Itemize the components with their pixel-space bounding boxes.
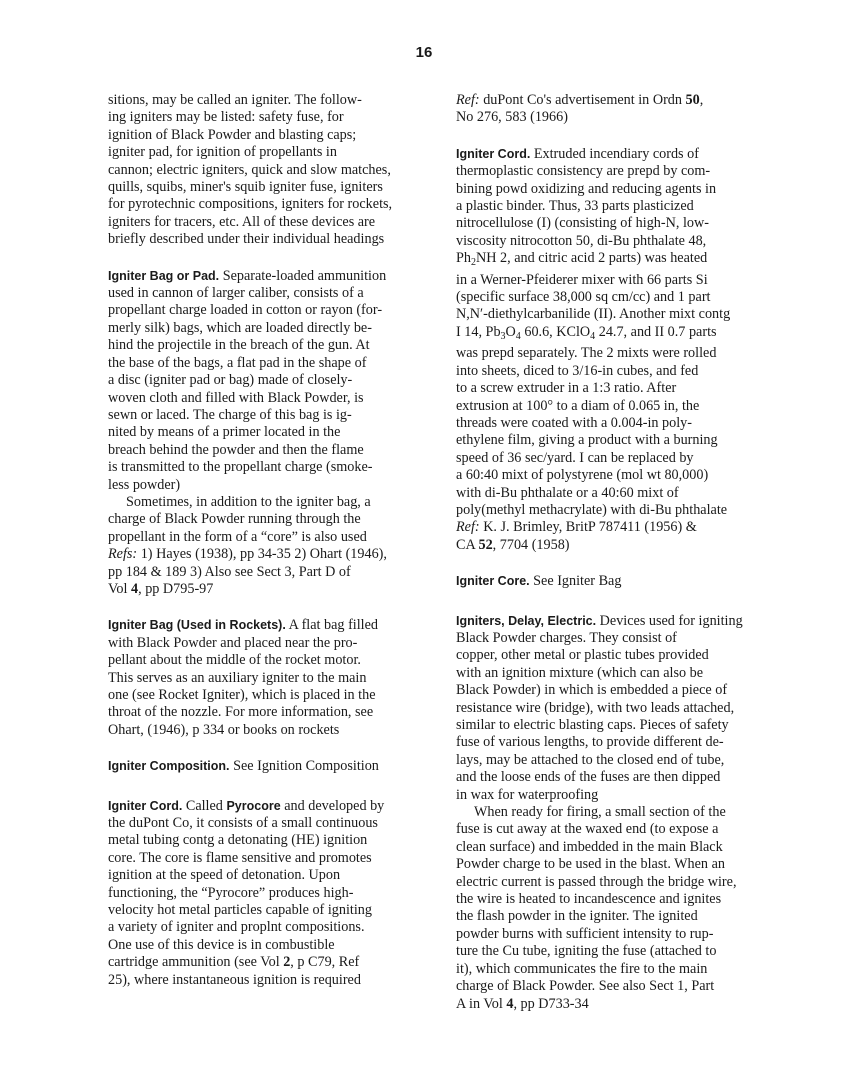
ref-label: Ref: <box>456 92 480 108</box>
text-run: Called <box>182 797 227 814</box>
text-line: propellant in the form of a “core” is also used <box>108 528 367 545</box>
ref-label: Ref: <box>456 519 480 536</box>
text-line: bining powd oxidizing and reducing agents in <box>456 180 717 197</box>
text-run: NH 2, and citric acid 2 parts) was heated <box>475 250 708 267</box>
intro-paragraph <box>108 92 416 249</box>
text-run: and developed by <box>280 797 385 814</box>
text-line: is transmitted to the propellant charge (smoke- <box>108 459 373 476</box>
text-run: , 7704 (1958) <box>492 536 570 553</box>
text-line: in wax for waterproofing <box>456 786 599 803</box>
text-line: quills, squibs, miner's squib igniter fuse, igniters <box>108 179 383 196</box>
text-line: it), which communicates the fire to the main <box>456 960 708 977</box>
text-line: the wire is heated to incandescence and ignites <box>456 891 722 908</box>
text-line: core. The core is flame sensitive and promotes <box>108 849 372 866</box>
text-run: duPont Co's advertisement in Ordn <box>479 92 686 108</box>
text-line: Black Powder charges. They consist of <box>456 629 677 646</box>
text-run: , pp D795-97 <box>138 580 214 597</box>
text-line: briefly described under their individual headings <box>108 231 385 248</box>
text-line: hind the projectile in the breach of the gun. At <box>108 337 370 354</box>
text-run: cartridge ammunition (see Vol <box>108 954 284 971</box>
text-run: CA <box>456 536 479 553</box>
text-run: Separate-loaded ammunition <box>219 267 387 284</box>
text-line: the base of the bags, a flat pad in the shape of <box>108 354 367 371</box>
text-line: One use of this device is in combustible <box>108 936 335 953</box>
text-line: clean surface) and imbedded in the main Black <box>456 838 723 855</box>
text-line: the duPont Co, it consists of a small continuous <box>108 815 378 832</box>
text-line: Black Powder) in which is embedded a piece of <box>456 682 728 699</box>
text-line: viscosity nitrocotton 50, di-Bu phthalate 48, <box>456 232 707 249</box>
entry-heading: Igniters, Delay, Electric. <box>456 613 597 628</box>
text-run: Vol <box>108 580 131 597</box>
text-line: threads were coated with a 0.004-in poly- <box>456 414 692 431</box>
entry-igniter-core <box>456 573 770 590</box>
text-line: one (see Rocket Igniter), which is placed in the <box>108 687 376 703</box>
text-line: Powder charge to be used in the blast. When an <box>456 856 725 873</box>
text-line: a disc (igniter pad or bag) made of closely- <box>108 372 353 389</box>
text-line: charge of Black Powder. See also Sect 1, Part <box>456 978 715 995</box>
text-run: O <box>505 323 516 340</box>
text-run: Extruded incendiary cords of <box>530 145 699 162</box>
entry-igniter-cord-extruded <box>456 146 770 554</box>
text-line: (specific surface 38,000 sq cm/cc) and 1 part <box>456 289 711 306</box>
text-line: a plastic binder. Thus, 33 parts plasticized <box>456 198 694 215</box>
text-line: No 276, 583 (1966) <box>456 109 568 126</box>
text-line: fuse of various lengths, to provide different de- <box>456 734 724 751</box>
text-line: functioning, the “Pyrocore” produces high- <box>108 884 354 901</box>
text-run: A flat bag filled <box>285 617 379 634</box>
text-line: igniters for tracers, etc. All of these devices are <box>108 213 376 230</box>
text-line: poly(methyl methacrylate) with di-Bu phthalate <box>456 501 728 518</box>
text-line: This serves as an auxiliary igniter to the main <box>108 669 367 686</box>
text-line: woven cloth and filled with Black Powder, is <box>108 389 364 406</box>
text-line: used in cannon of larger caliber, consists of a <box>108 285 364 302</box>
refs-label: Refs: <box>108 546 138 563</box>
text-run: Ph <box>456 250 471 267</box>
text-line: Sometimes, in addition to the igniter bag, a <box>126 493 371 510</box>
subscript: 2 <box>470 257 476 269</box>
text-line: pellant about the middle of the rocket motor. <box>108 652 361 669</box>
text-line: propellant charge loaded in cotton or rayon (for- <box>108 302 383 319</box>
text-line: sewn or laced. The charge of this bag is ig- <box>108 406 352 423</box>
text-line: N,N′-diethylcarbanilide (II). Another mixt contg <box>456 306 731 323</box>
text-line: fuse is cut away at the waxed end (to expose a <box>456 821 719 838</box>
text-line: 25), where instantaneous ignition is required <box>108 971 361 988</box>
text-line: ethylene film, giving a product with a burning <box>456 432 718 449</box>
volume-number: 52 <box>478 536 493 553</box>
volume-number: 2 <box>283 954 291 971</box>
subscript: 4 <box>515 330 521 342</box>
text-line: igniter pad, for ignition of propellants in <box>108 144 337 161</box>
text-line: nitrocellulose (I) (consisting of high-N, low- <box>456 215 709 232</box>
entry-heading: Igniter Cord. <box>108 798 183 813</box>
text-line: similar to electric blasting caps. Pieces of safety <box>456 717 729 733</box>
reference-duPont <box>456 92 770 127</box>
text-line: into sheets, diced to 3/16-in cubes, and fed <box>456 362 699 379</box>
text-line: was prepd separately. The 2 mixts were rolled <box>456 345 717 362</box>
text-line: with an ignition mixture (which can also be <box>456 664 704 681</box>
page-number: 16 <box>415 44 433 61</box>
text-line: with di-Bu phthalate or a 40:60 mixt of <box>456 484 679 501</box>
text-line: charge of Black Powder running through the <box>108 511 361 528</box>
text-run: , <box>699 92 704 108</box>
right-column <box>456 92 770 1032</box>
text-run: A in Vol <box>456 995 507 1012</box>
text-line: sitions, may be called an igniter. The follow- <box>108 92 362 108</box>
text-line: ing igniters may be listed: safety fuse, for <box>108 109 344 126</box>
entry-heading: Igniter Cord. <box>456 146 531 161</box>
volume-number: 4 <box>131 580 139 597</box>
entry-igniter-bag-or-pad <box>108 268 416 599</box>
text-line: a 60:40 mixt of polystyrene (mol wt 80,000) <box>456 467 709 484</box>
text-line: cannon; electric igniters, quick and slow matches, <box>108 161 391 178</box>
entry-igniters-delay-electric <box>456 613 770 1013</box>
entry-igniter-bag-rockets <box>108 617 416 739</box>
text-run: Devices used for igniting <box>596 612 743 629</box>
text-line: pp 184 & 189 3) Also see Sect 3, Part D of <box>108 563 351 580</box>
text-run: See Ignition Composition <box>229 758 379 775</box>
text-line: ignition of Black Powder and blasting caps; <box>108 126 357 143</box>
entry-heading: Igniter Composition. <box>108 759 230 774</box>
text-line: breach behind the powder and then the flame <box>108 441 364 458</box>
text-line: a variety of igniter and proplnt compositions. <box>108 919 365 936</box>
text-line: ture the Cu tube, igniting the fuse (attached to <box>456 943 717 960</box>
text-line: in a Werner-Pfeiderer mixer with 66 parts Si <box>456 271 708 288</box>
text-line: with Black Powder and placed near the pro- <box>108 634 358 651</box>
text-line: Ohart, (1946), p 334 or books on rockets <box>108 721 340 738</box>
text-line: nited by means of a primer located in the <box>108 424 341 441</box>
subscript: 4 <box>590 330 596 342</box>
text-line: When ready for firing, a small section of the <box>474 804 726 821</box>
text-line: to a screw extruder in a 1:3 ratio. After <box>456 380 677 397</box>
product-name: Pyrocore <box>226 798 281 813</box>
text-line: merly silk) bags, which are loaded directly be- <box>108 319 372 336</box>
volume-number: 4 <box>506 995 514 1012</box>
text-run: 24.7, and II 0.7 parts <box>595 323 717 340</box>
text-line: thermoplastic consistency are prepd by com- <box>456 163 711 180</box>
text-line: extrusion at 100° to a diam of 0.065 in, the <box>456 397 700 414</box>
text-line: ignition at the speed of detonation. Upon <box>108 867 341 884</box>
volume-number: 50 <box>685 92 700 108</box>
entry-heading: Igniter Bag or Pad. <box>108 268 220 283</box>
text-run: , pp D733-34 <box>513 995 589 1012</box>
text-line: the flash powder in the igniter. The ignited <box>456 908 698 925</box>
text-line: copper, other metal or plastic tubes provided <box>456 647 709 664</box>
text-line: for pyrotechnic compositions, igniters for rockets, <box>108 196 393 213</box>
text-line: throat of the nozzle. For more information, see <box>108 704 374 721</box>
text-line: and the loose ends of the fuses are then dipped <box>456 769 721 786</box>
text-run: , p C79, Ref <box>290 954 360 971</box>
text-line: powder burns with sufficient intensity to rup- <box>456 925 714 942</box>
text-line: lays, may be attached to the closed end of tube, <box>456 751 725 768</box>
entry-heading: Igniter Core. <box>456 574 530 589</box>
text-run: 1) Hayes (1938), pp 34-35 2) Ohart (1946), <box>137 546 387 563</box>
text-line: velocity hot metal particles capable of igniting <box>108 902 372 919</box>
text-run: See Igniter Bag <box>529 573 622 590</box>
entry-igniter-cord-pyrocore <box>108 798 416 989</box>
text-run: I 14, Pb <box>456 323 501 340</box>
text-line: less powder) <box>108 476 181 493</box>
entry-heading: Igniter Bag (Used in Rockets). <box>108 618 286 633</box>
text-line: speed of 36 sec/yard. I can be replaced by <box>456 449 694 466</box>
text-line: resistance wire (bridge), with two leads attached, <box>456 699 735 716</box>
text-line: electric current is passed through the bridge wire, <box>456 873 737 890</box>
subscript: 3 <box>500 330 506 342</box>
text-run: K. J. Brimley, BritP 787411 (1956) & <box>479 519 697 536</box>
left-column <box>108 92 416 1008</box>
entry-igniter-composition <box>108 758 416 775</box>
text-run: 60.6, KClO <box>520 323 591 340</box>
text-line: metal tubing contg a detonating (HE) ignition <box>108 832 368 849</box>
